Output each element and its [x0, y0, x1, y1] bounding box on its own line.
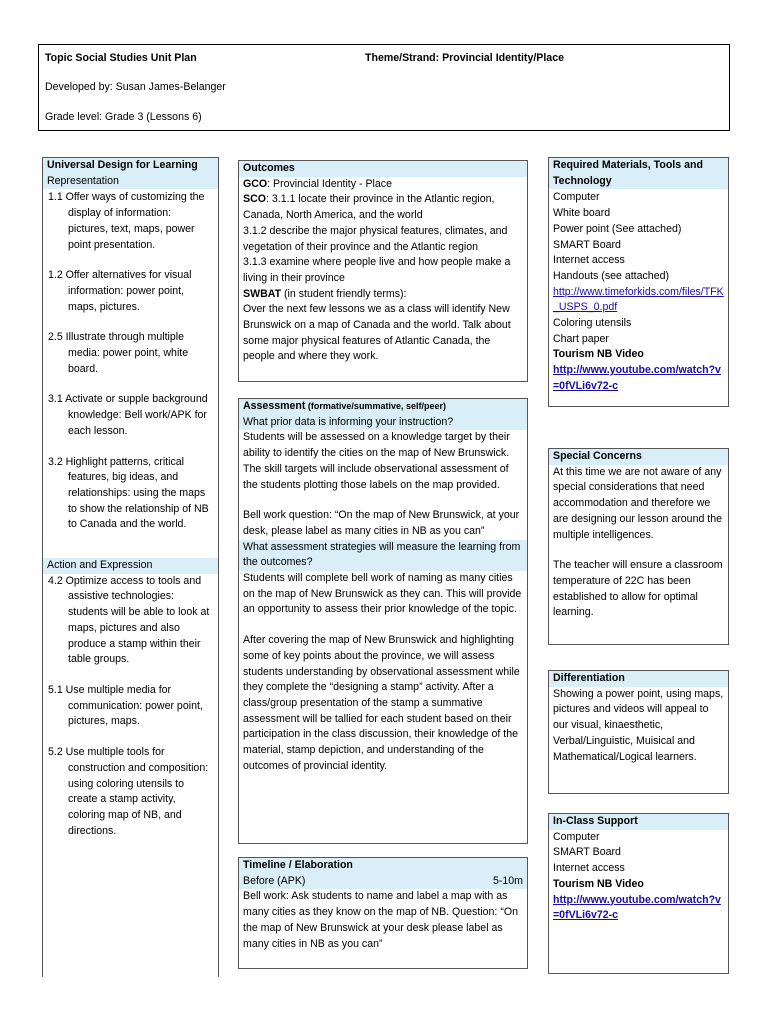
material-item: Power point (See attached): [553, 222, 682, 235]
materials-title: Required Materials, Tools and Technology: [549, 158, 728, 189]
outcomes-title: Outcomes: [239, 161, 527, 177]
grade-level: Grade level: Grade 3 (Lessons 6): [45, 111, 202, 123]
representation-heading: Representation: [43, 174, 218, 190]
sco-3: 3.1.3 examine where people live and how people make a living in their province: [243, 256, 511, 284]
header-box: [38, 44, 730, 131]
in-class-support-title: In-Class Support: [549, 814, 728, 830]
developed-by: Developed by: Susan James-Belanger: [45, 81, 226, 93]
udl-item: 3.2 Highlight patterns, critical features, big ideas, and relationships: using the maps to show the relationship of NB to Canada and the world.: [48, 455, 209, 531]
gco-line: GCO: Provincial Identity - Place: [243, 177, 392, 190]
material-item: Chart paper: [553, 332, 609, 345]
video-label: Tourism NB Video: [553, 348, 644, 361]
udl-item: 2.5 Illustrate through multiple media: power point, white board.: [48, 331, 189, 375]
timeline-body: Bell work: Ask students to name and label a map with as many cities as they know on the map of NB. Question: “On the map of New Brunswick at your desk please label as many cities in NB as you can”: [243, 890, 518, 950]
assessment-answer-2: Students will complete bell work of naming as many cities on the map of New Brunswick as they can. This will provide an opportunity to assess their prior knowledge of the topic.: [243, 572, 522, 616]
material-item: SMART Board: [553, 238, 621, 251]
timeline-duration: 5-10m: [492, 874, 523, 887]
outcomes-box: [238, 160, 528, 382]
assessment-question-1: What prior data is informing your instruction?: [239, 415, 527, 431]
assessment-answer-1: Students will be assessed on a knowledge target by their ability to identify the cities on the map of New Brunswick. The skill targets will include observational assessment of the students plotting those labels on the map provided.: [243, 431, 510, 491]
sco-2: 3.1.2 describe the major physical features, climates, and vegetation of their province and the Atlantic region: [243, 224, 508, 253]
timeforkids-link[interactable]: http://www.timeforkids.com/files/TFK_USPS_0.pdf: [553, 285, 724, 314]
bell-work-question: Bell work question: “On the map of New Brunswick, at your desk, please label as many cities in NB as you can”: [243, 509, 520, 537]
theme-strand: Theme/Strand: Provincial Identity/Place: [365, 52, 564, 64]
material-item: Handouts (see attached): [553, 269, 670, 282]
udl-item: 1.1 Offer ways of customizing the display of information: pictures, text, maps, power point presentation.: [48, 191, 205, 251]
assessment-title: Assessment (formative/summative, self/peer): [239, 399, 527, 415]
swbat-line: SWBAT (in student friendly terms):: [243, 287, 407, 300]
special-concerns-box: [548, 448, 729, 645]
material-item: Internet access: [553, 254, 625, 267]
special-concerns-p2: The teacher will ensure a classroom temperature of 22C has been established to allow for optimal learning.: [553, 559, 723, 619]
timeline-box: [238, 857, 528, 969]
udl-column: [42, 157, 219, 977]
assessment-answer-2b: After covering the map of New Brunswick and highlighting some of key points about the province, we will assess students understanding by observational assessment while they complete the “designing a stamp” activity. After a class/group presentation of the stamp a summative assessment will be tallied for each student based on their participation in the class discussion, their knowledge of the material, stamp depiction, and understanding of the outcomes of provincial identity.: [243, 634, 520, 772]
in-class-support-box: [548, 813, 729, 974]
special-concerns-p1: At this time we are not aware of any special considerations that need accommodation and therefore we are designing our lesson around the multiple intelligences.: [553, 465, 723, 541]
youtube-link[interactable]: http://www.youtube.com/watch?v=0fVLi6v72-c: [553, 364, 721, 392]
material-item: White board: [553, 207, 611, 220]
udl-item: 3.1 Activate or supple background knowledge: Bell work/APK for each lesson.: [48, 393, 208, 437]
timeline-before-row: [239, 874, 527, 890]
udl-title: Universal Design for Learning: [43, 158, 218, 174]
materials-box: [548, 157, 729, 407]
video-label: Tourism NB Video: [553, 877, 644, 890]
udl-item: 4.2 Optimize access to tools and assistive technologies: students will be able to look at maps, pictures and also produce a stamp within their table groups.: [48, 574, 210, 666]
material-item: Computer: [553, 191, 600, 204]
support-item: SMART Board: [553, 846, 621, 859]
differentiation-title: Differentiation: [549, 671, 728, 687]
swbat-body: Over the next few lessons we as a class will identify New Brunswick on a map of Canada and the world. Talk about some major physical features of Atlantic Canada, the people and where they work.: [243, 303, 511, 363]
udl-item: 5.1 Use multiple media for communication: power point, pictures, maps.: [48, 683, 203, 728]
timeline-title: Timeline / Elaboration: [239, 858, 527, 874]
udl-item: 5.2 Use multiple tools for construction and composition: using coloring utensils to create a stamp activity, coloring map of NB, and directions.: [48, 746, 209, 837]
assessment-box: [238, 398, 528, 844]
sco-line: SCO: 3.1.1 locate their province in the Atlantic region, Canada, North America, and the world: [243, 193, 495, 222]
support-item: Computer: [553, 830, 600, 843]
topic-title: Topic Social Studies Unit Plan: [45, 52, 197, 64]
differentiation-box: [548, 670, 729, 794]
special-concerns-title: Special Concerns: [549, 449, 728, 465]
support-item: Internet access: [553, 862, 625, 875]
assessment-question-2: What assessment strategies will measure the learning from the outcomes?: [239, 540, 527, 571]
action-expression-heading: Action and Expression: [43, 558, 218, 574]
udl-item: 1.2 Offer alternatives for visual information: power point, maps, pictures.: [48, 269, 192, 313]
timeline-before: Before (APK): [243, 874, 306, 887]
youtube-link[interactable]: http://www.youtube.com/watch?v=0fVLi6v72-c: [553, 893, 721, 922]
material-item: Coloring utensils: [553, 317, 632, 330]
differentiation-body: Showing a power point, using maps, pictures and videos will appeal to our visual, kinaesthetic, Verbal/Linguistic, Muisical and Mathematical/Logical learners.: [553, 687, 724, 763]
